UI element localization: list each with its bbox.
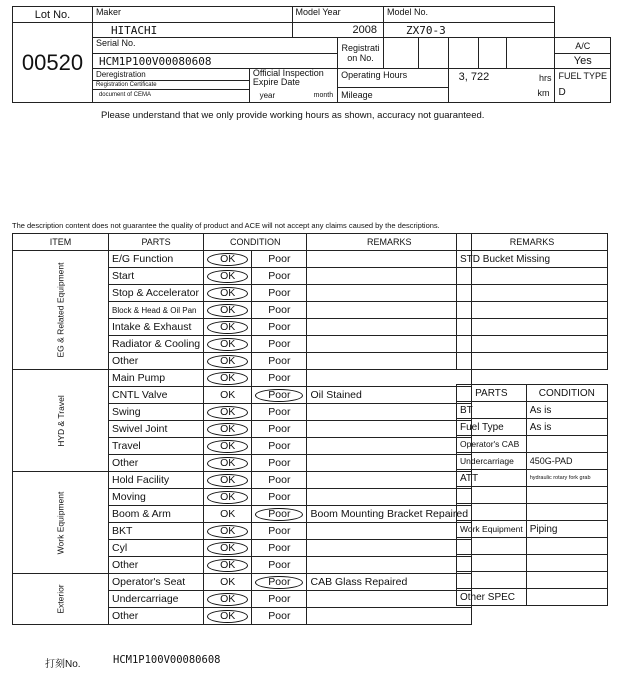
condition-ok[interactable] bbox=[204, 285, 252, 302]
condition-ok[interactable] bbox=[204, 455, 252, 472]
ok-label: OK bbox=[207, 270, 248, 283]
remark bbox=[307, 523, 472, 540]
side-remark bbox=[457, 285, 608, 302]
condition-poor[interactable] bbox=[252, 455, 307, 472]
maker-value: HITACHI bbox=[92, 23, 292, 38]
condition-table bbox=[12, 233, 472, 625]
parts-name bbox=[457, 504, 527, 521]
condition-poor[interactable] bbox=[252, 285, 307, 302]
table-row bbox=[13, 251, 472, 268]
remark bbox=[307, 421, 472, 438]
remark: CAB Glass Repaired bbox=[307, 574, 472, 591]
disclaimer: The description content does not guarantee the quality of product and ACE will not accept any claims caused by the descriptions. bbox=[12, 221, 440, 230]
parts-condition: As is bbox=[526, 402, 607, 419]
part-name: Other bbox=[108, 353, 203, 370]
condition-ok[interactable] bbox=[204, 251, 252, 268]
remark bbox=[307, 608, 472, 625]
ok-label: OK bbox=[220, 576, 236, 588]
part-name: Swing bbox=[108, 404, 203, 421]
side-remark bbox=[457, 336, 608, 353]
ok-label: OK bbox=[207, 338, 248, 351]
remark bbox=[307, 557, 472, 574]
part-name: Intake & Exhaust bbox=[108, 319, 203, 336]
table-row bbox=[13, 370, 472, 387]
condition-ok[interactable] bbox=[204, 336, 252, 353]
operating-hours-value: 3, 722 bbox=[458, 71, 490, 83]
part-name: Travel bbox=[108, 438, 203, 455]
parts-row bbox=[457, 436, 608, 453]
table-row bbox=[13, 472, 472, 489]
parts-row bbox=[457, 521, 608, 538]
poor-label: Poor bbox=[268, 457, 291, 469]
ok-label: OK bbox=[207, 542, 248, 555]
parts-row bbox=[457, 487, 608, 504]
condition-poor[interactable] bbox=[252, 268, 307, 285]
condition-poor[interactable] bbox=[252, 472, 307, 489]
hrs-unit: hrs bbox=[538, 73, 552, 83]
condition-poor[interactable] bbox=[252, 523, 307, 540]
ok-label: OK bbox=[207, 304, 248, 317]
part-name: CNTL Valve bbox=[108, 387, 203, 404]
part-name: Undercarriage bbox=[108, 591, 203, 608]
parts-name bbox=[457, 538, 527, 555]
parts-name bbox=[457, 572, 527, 589]
parts-row bbox=[457, 453, 608, 470]
part-name: Other bbox=[108, 608, 203, 625]
parts-col-condition: CONDITION bbox=[526, 385, 607, 402]
poor-label: Poor bbox=[268, 287, 291, 299]
poor-label: Poor bbox=[268, 440, 291, 452]
side-remark-row bbox=[457, 353, 608, 370]
condition-ok[interactable] bbox=[204, 421, 252, 438]
condition-poor[interactable] bbox=[252, 608, 307, 625]
ok-label: OK bbox=[207, 559, 248, 572]
condition-poor[interactable] bbox=[252, 591, 307, 608]
poor-label: Poor bbox=[268, 321, 291, 333]
condition-poor[interactable] bbox=[252, 438, 307, 455]
parts-row bbox=[457, 589, 608, 606]
part-name: Hold Facility bbox=[108, 472, 203, 489]
remark bbox=[307, 285, 472, 302]
col-remarks: REMARKS bbox=[307, 234, 472, 251]
group-label: Exterior bbox=[13, 574, 109, 625]
part-name: Radiator & Cooling bbox=[108, 336, 203, 353]
parts-condition bbox=[526, 504, 607, 521]
remark bbox=[307, 472, 472, 489]
ok-label: OK bbox=[207, 406, 248, 419]
side-remark-row bbox=[457, 319, 608, 336]
poor-label: Poor bbox=[268, 253, 291, 265]
poor-label: Poor bbox=[268, 542, 291, 554]
condition-poor[interactable] bbox=[252, 319, 307, 336]
condition-poor[interactable] bbox=[252, 353, 307, 370]
ok-label: OK bbox=[207, 474, 248, 487]
ok-label: OK bbox=[207, 253, 248, 266]
remark bbox=[307, 591, 472, 608]
official-inspection-cell: Official Inspection Expire Date year month bbox=[249, 69, 337, 103]
model-year-label: Model Year bbox=[292, 7, 383, 23]
parts-name: Undercarriage bbox=[457, 453, 527, 470]
part-name: Start bbox=[108, 268, 203, 285]
parts-condition bbox=[526, 572, 607, 589]
condition-ok[interactable] bbox=[204, 506, 252, 523]
condition-ok[interactable] bbox=[204, 319, 252, 336]
ok-label: OK bbox=[207, 321, 248, 334]
side-remark bbox=[457, 302, 608, 319]
condition-ok[interactable] bbox=[204, 557, 252, 574]
lot-label: Lot No. bbox=[13, 7, 93, 23]
maker-label: Maker bbox=[92, 7, 292, 23]
condition-poor[interactable] bbox=[252, 251, 307, 268]
remark bbox=[307, 540, 472, 557]
condition-poor[interactable] bbox=[252, 540, 307, 557]
ac-label: A/C bbox=[555, 38, 611, 54]
remark: Boom Mounting Bracket Repaired bbox=[307, 506, 472, 523]
lot-number: 00520 bbox=[13, 23, 93, 103]
parts-row bbox=[457, 538, 608, 555]
condition-poor[interactable] bbox=[252, 404, 307, 421]
poor-label: Poor bbox=[255, 576, 303, 589]
group-label: HYD & Travel bbox=[13, 370, 109, 472]
parts-condition: As is bbox=[526, 419, 607, 436]
poor-label: Poor bbox=[255, 508, 303, 521]
col-item: ITEM bbox=[13, 234, 109, 251]
condition-ok[interactable] bbox=[204, 387, 252, 404]
part-name: Other bbox=[108, 455, 203, 472]
side-remark-row bbox=[457, 336, 608, 353]
poor-label: Poor bbox=[268, 338, 291, 350]
footer-label: 打刻No. bbox=[45, 659, 81, 670]
side-remarks-table bbox=[456, 233, 608, 370]
model-no-label: Model No. bbox=[383, 7, 555, 23]
condition-poor[interactable] bbox=[252, 506, 307, 523]
col-remarks-side: REMARKS bbox=[457, 234, 608, 251]
parts-name: Operator's CAB bbox=[457, 436, 527, 453]
remark bbox=[307, 302, 472, 319]
km-unit: km bbox=[537, 88, 550, 98]
condition-poor[interactable] bbox=[252, 421, 307, 438]
remark: Oil Stained bbox=[307, 387, 472, 404]
parts-row bbox=[457, 504, 608, 521]
parts-row bbox=[457, 419, 608, 436]
parts-condition: Piping bbox=[526, 521, 607, 538]
condition-poor[interactable] bbox=[252, 370, 307, 387]
col-condition: CONDITION bbox=[204, 234, 307, 251]
remark bbox=[307, 370, 472, 387]
poor-label: Poor bbox=[268, 491, 291, 503]
remark bbox=[307, 319, 472, 336]
group-label: Work Equipment bbox=[13, 472, 109, 574]
poor-label: Poor bbox=[268, 525, 291, 537]
ac-value: Yes bbox=[555, 54, 611, 69]
parts-name: Other SPEC bbox=[457, 589, 527, 606]
footer-value: HCM1P100V00080608 bbox=[113, 654, 221, 666]
part-name: Stop & Accelerator bbox=[108, 285, 203, 302]
part-name: Main Pump bbox=[108, 370, 203, 387]
condition-poor[interactable] bbox=[252, 387, 307, 404]
part-name: Moving bbox=[108, 489, 203, 506]
side-remark-row bbox=[457, 285, 608, 302]
model-no-value: ZX70-3 bbox=[383, 23, 555, 38]
ok-label: OK bbox=[207, 355, 248, 368]
ok-label: OK bbox=[207, 491, 248, 504]
condition-ok[interactable] bbox=[204, 540, 252, 557]
condition-ok[interactable] bbox=[204, 370, 252, 387]
poor-label: Poor bbox=[268, 610, 291, 622]
remark bbox=[307, 489, 472, 506]
side-remark bbox=[457, 353, 608, 370]
poor-label: Poor bbox=[268, 593, 291, 605]
condition-ok[interactable] bbox=[204, 574, 252, 591]
parts-name: ATT bbox=[457, 470, 527, 487]
remark bbox=[307, 404, 472, 421]
poor-label: Poor bbox=[268, 304, 291, 316]
poor-label: Poor bbox=[268, 406, 291, 418]
ok-label: OK bbox=[207, 372, 248, 385]
part-name: BKT bbox=[108, 523, 203, 540]
part-name: Swivel Joint bbox=[108, 421, 203, 438]
condition-ok[interactable] bbox=[204, 608, 252, 625]
remark bbox=[307, 438, 472, 455]
parts-row bbox=[457, 470, 608, 487]
remark bbox=[307, 353, 472, 370]
part-name: Cyl bbox=[108, 540, 203, 557]
condition-ok[interactable] bbox=[204, 302, 252, 319]
part-name: E/G Function bbox=[108, 251, 203, 268]
condition-poor[interactable] bbox=[252, 574, 307, 591]
side-remark-row bbox=[457, 268, 608, 285]
col-parts: PARTS bbox=[108, 234, 203, 251]
parts-row bbox=[457, 555, 608, 572]
parts-row bbox=[457, 572, 608, 589]
condition-ok[interactable] bbox=[204, 591, 252, 608]
table-row bbox=[13, 574, 472, 591]
parts-name: Work Equipment bbox=[457, 521, 527, 538]
ok-label: OK bbox=[207, 287, 248, 300]
parts-col-parts: PARTS bbox=[457, 385, 527, 402]
parts-name: BT bbox=[457, 402, 527, 419]
hours-note: Please understand that we only provide working hours as shown, accuracy not guaranteed. bbox=[101, 110, 485, 121]
parts-row bbox=[457, 402, 608, 419]
poor-label: Poor bbox=[268, 423, 291, 435]
part-name: Operator's Seat bbox=[108, 574, 203, 591]
condition-poor[interactable] bbox=[252, 302, 307, 319]
part-name: Other bbox=[108, 557, 203, 574]
ok-label: OK bbox=[207, 593, 248, 606]
poor-label: Poor bbox=[268, 355, 291, 367]
parts-condition bbox=[526, 589, 607, 606]
remark bbox=[307, 455, 472, 472]
side-remark-row bbox=[457, 302, 608, 319]
poor-label: Poor bbox=[268, 372, 291, 384]
condition-ok[interactable] bbox=[204, 404, 252, 421]
header-table bbox=[12, 6, 611, 103]
ok-label: OK bbox=[207, 525, 248, 538]
parts-condition: hydraulic rotary fork grab bbox=[526, 470, 607, 487]
part-name: Block & Head & Oil Pan bbox=[108, 302, 203, 319]
serial-value: HCM1P100V00080608 bbox=[92, 54, 337, 69]
poor-label: Poor bbox=[268, 474, 291, 486]
ok-label: OK bbox=[220, 389, 236, 401]
serial-label: Serial No. bbox=[92, 38, 337, 54]
condition-poor[interactable] bbox=[252, 557, 307, 574]
remark bbox=[307, 336, 472, 353]
deregistration-cell: Deregistration Registration Certificate document of CEMA bbox=[92, 69, 249, 103]
poor-label: Poor bbox=[255, 389, 303, 402]
parts-condition bbox=[526, 436, 607, 453]
condition-ok[interactable] bbox=[204, 353, 252, 370]
parts-name bbox=[457, 555, 527, 572]
remark bbox=[307, 268, 472, 285]
condition-poor[interactable] bbox=[252, 489, 307, 506]
parts-condition: 450G-PAD bbox=[526, 453, 607, 470]
ok-label: OK bbox=[220, 508, 236, 520]
model-year-value: 2008 bbox=[292, 23, 383, 38]
condition-ok[interactable] bbox=[204, 268, 252, 285]
side-remark: STD Bucket Missing bbox=[457, 251, 608, 268]
parts-name: Fuel Type bbox=[457, 419, 527, 436]
ok-label: OK bbox=[207, 423, 248, 436]
operating-hours-value-cell bbox=[448, 69, 555, 103]
condition-poor[interactable] bbox=[252, 336, 307, 353]
condition-ok[interactable] bbox=[204, 472, 252, 489]
parts-condition bbox=[526, 487, 607, 504]
ok-label: OK bbox=[207, 440, 248, 453]
parts-name bbox=[457, 487, 527, 504]
registration-label: Registrati on No. bbox=[338, 38, 384, 69]
parts-condition bbox=[526, 538, 607, 555]
side-remark bbox=[457, 268, 608, 285]
group-label: EG & Related Equipment bbox=[13, 251, 109, 370]
side-remark bbox=[457, 319, 608, 336]
condition-ok[interactable] bbox=[204, 438, 252, 455]
poor-label: Poor bbox=[268, 559, 291, 571]
poor-label: Poor bbox=[268, 270, 291, 282]
ok-label: OK bbox=[207, 610, 248, 623]
operating-hours-label-cell: Operating Hours Mileage bbox=[338, 69, 449, 103]
condition-ok[interactable] bbox=[204, 489, 252, 506]
remark bbox=[307, 251, 472, 268]
part-name: Boom & Arm bbox=[108, 506, 203, 523]
parts-condition bbox=[526, 555, 607, 572]
condition-ok[interactable] bbox=[204, 523, 252, 540]
ok-label: OK bbox=[207, 457, 248, 470]
side-remark-row bbox=[457, 251, 608, 268]
fuel-type-value: D bbox=[558, 87, 566, 98]
fuel-type-cell: FUEL TYPE D bbox=[555, 69, 611, 103]
parts-table bbox=[456, 384, 608, 606]
